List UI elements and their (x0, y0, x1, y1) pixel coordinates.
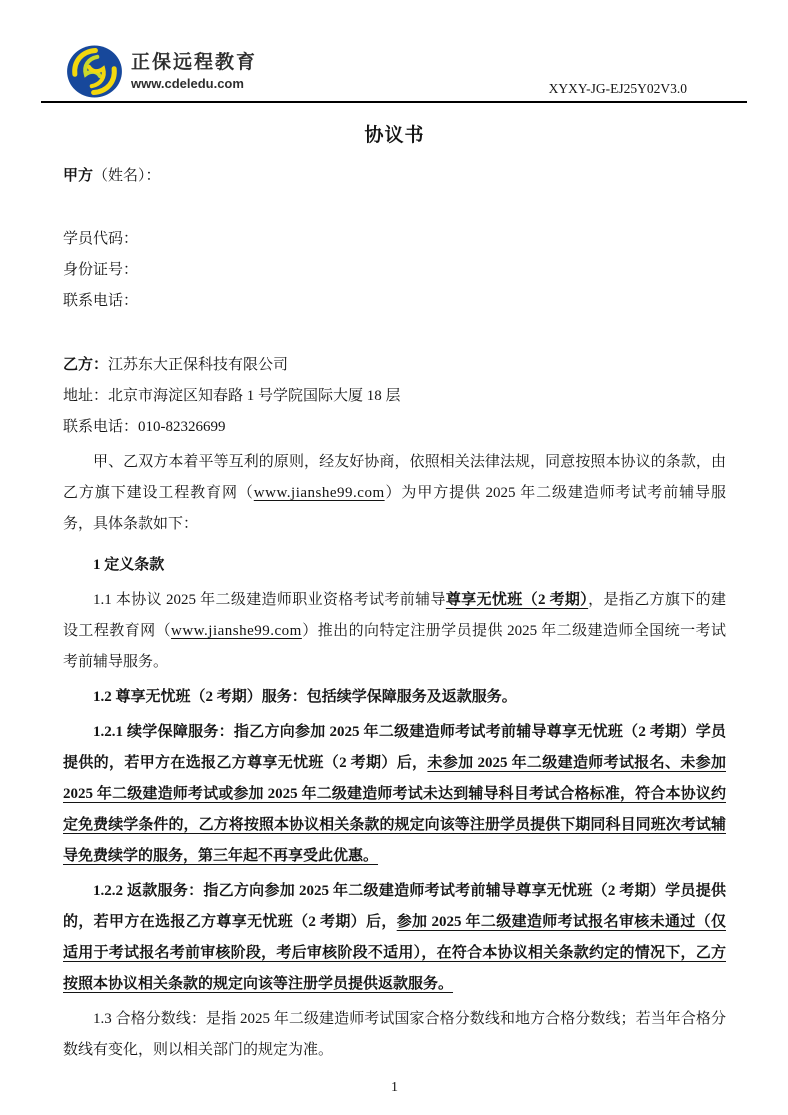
clause-1-2-2-underlined: 参加 2025 年二级建造师考试报名审核未通过（仅适用于考试报名考前审核阶段，考后审核阶段不适用），在符合本协议相关条款约定的情况下，乙方按照本协议相关条款的规定向该等注册学员提供返款服务。 (63, 914, 726, 992)
party-a-name-line (63, 161, 726, 192)
brand-website: www.cdeledu.com (131, 76, 244, 91)
address-value: 北京市海淀区知春路 1 号学院国际大厦 18 层 (108, 388, 401, 404)
party-b-address-line (63, 381, 726, 412)
clause-1-3: 1.3 合格分数线：是指 2025 年二级建造师考试国家合格分数线和地方合格分数线；若当年合格分数线有变化，则以相关部门的规定为准。 (63, 1011, 726, 1058)
clause-1-1-before: 1.1 本协议 2025 年二级建造师职业资格考试考前辅导 (93, 592, 446, 608)
clause-1-1-middle: ，是指乙方旗下的建设工程教育网（ (63, 592, 726, 639)
intro-text-before: 甲、乙双方本着平等互利的原则，经友好协商，依照相关法律法规，同意按照本协议的条款，由乙方旗下建设工程教育网（ (63, 454, 726, 501)
id-number-line: 身份证号： (63, 262, 139, 278)
page-number: 1 (391, 1080, 398, 1095)
brand-name: 正保远程教育 (131, 52, 258, 73)
intro-text-after: ）为甲方提供 2025 年二级建造师考试考前辅导服务，具体条款如下： (63, 485, 726, 532)
cdel-logo (67, 45, 257, 98)
document-body (41, 121, 747, 1103)
intro-paragraph (63, 447, 726, 540)
section-1-heading: 1 定义条款 (93, 557, 165, 573)
student-code-line: 学员代码： (63, 231, 139, 247)
page-title: 协议书 (364, 125, 425, 146)
jianshe99-link-2: www.jianshe99.com (171, 623, 302, 639)
party-b-label: 乙方： (63, 357, 109, 373)
party-b-line (63, 350, 726, 381)
clause-1-2-2 (63, 876, 726, 1000)
address-label: 地址： (63, 388, 109, 404)
clause-1-2-1-underlined: 未参加 2025 年二级建造师考试报名、未参加 2025 年二级建造师考试或参加 2025 年二级建造师考试未达到辅导科目考试合格标准，符合本协议约定免费续学条件的，乙方将按照本协议相关条款的规定向该等注册学员提供下期同科目同班次考试辅导免费续学的服务，第三年起不再享受此优惠。 (63, 755, 726, 864)
phone-value: 010-82326699 (138, 419, 226, 435)
jianshe99-link: www.jianshe99.com (253, 485, 385, 501)
page-header (41, 45, 747, 103)
clause-1-2-1 (63, 717, 726, 872)
party-b-company: 江苏东大正保科技有限公司 (108, 357, 289, 373)
party-a-label: 甲方 (63, 168, 94, 184)
party-a-name-suffix: （姓名）： (93, 168, 161, 184)
clause-1-2-2-plain: 1.2.2 返款服务：指乙方向参加 2025 年二级建造师考试考前辅导尊享无忧班（2 考期）学员提供的，若甲方在选报乙方尊享无忧班（2 考期）后， (63, 883, 726, 930)
clause-1-1-after: ）推出的向特定注册学员提供 2025 年二级建造师全国统一考试考前辅导服务。 (63, 623, 726, 670)
party-b-phone-line (63, 412, 726, 443)
clause-1-1-highlight: 尊享无忧班（2 考期） (445, 592, 589, 608)
phone-label: 联系电话： (63, 419, 139, 435)
clause-1-2-1-plain: 1.2.1 续学保障服务：指乙方向参加 2025 年二级建造师考试考前辅导尊享无忧班（2 考期）学员提供的，若甲方在选报乙方尊享无忧班（2 考期）后， (63, 724, 726, 771)
document-code: XYXY-JG-EJ25Y02V3.0 (548, 81, 687, 96)
cdel-swirl-logo-icon (67, 45, 122, 98)
clause-1-2: 1.2 尊享无忧班（2 考期）服务：包括续学保障服务及返款服务。 (93, 689, 517, 705)
logo-text (131, 51, 257, 92)
clause-1-1 (63, 585, 726, 678)
party-a-phone-line: 联系电话： (63, 293, 139, 309)
